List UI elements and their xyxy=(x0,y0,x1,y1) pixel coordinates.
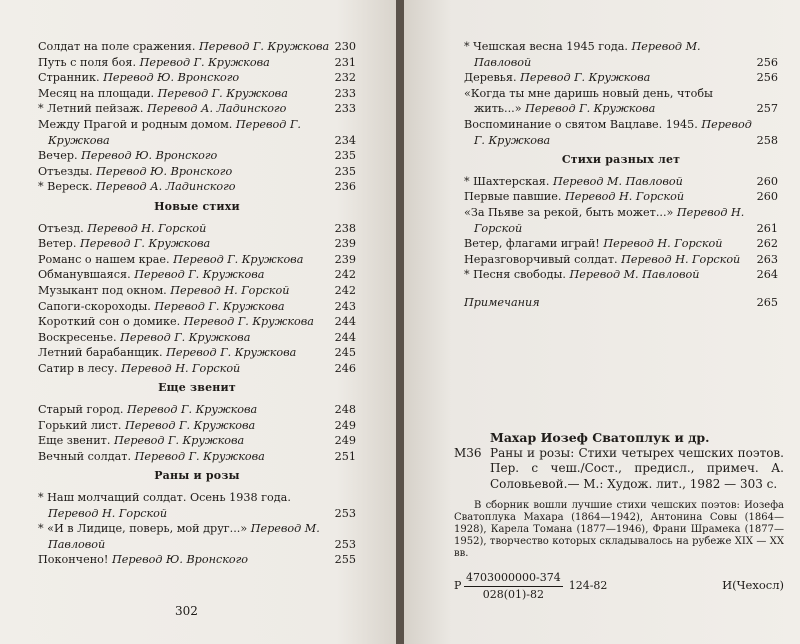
toc-entry-page: 231 xyxy=(334,55,356,69)
toc-entry-page: 233 xyxy=(334,86,356,100)
toc-entry-translator: Перевод Г. Кружкова xyxy=(474,117,752,147)
toc-entry-title: Музыкант под окном. xyxy=(38,283,171,297)
toc-entry-page: 242 xyxy=(334,268,356,282)
toc-entry xyxy=(38,314,356,330)
toc-entry-title: «За Пьяве за рекой, быть может...» xyxy=(464,205,677,219)
section-heading-new: Новые стихи xyxy=(154,199,240,213)
toc-entry-page: 263 xyxy=(756,252,778,266)
index-numerator: 4703000000-374 xyxy=(464,570,563,587)
toc-entry xyxy=(38,345,356,361)
index-mid: 124-82 xyxy=(568,579,608,593)
toc-entry xyxy=(38,39,356,55)
index-right: И(Чехосл) xyxy=(722,578,784,593)
section-heading-wounds: Раны и розы xyxy=(154,469,240,483)
toc-entry-title: * Чешская весна 1945 года. xyxy=(464,40,632,53)
toc-entry xyxy=(38,283,356,299)
toc-entry-page: 249 xyxy=(334,434,356,448)
toc-entry-page: 261 xyxy=(756,221,778,235)
toc-entry-page: 238 xyxy=(334,221,356,235)
toc-entry-page: 235 xyxy=(334,164,356,178)
toc-entry-translator: Перевод Г. Кружкова xyxy=(48,117,301,147)
toc-entry-title: Сапоги-скороходы. xyxy=(38,299,155,313)
toc-entry-page: 234 xyxy=(334,133,356,147)
toc-entry-page: 260 xyxy=(756,190,778,204)
toc-entry-page: 242 xyxy=(334,283,356,297)
toc-entry-page: 244 xyxy=(334,315,356,329)
toc-entry-page: 256 xyxy=(756,71,778,85)
toc-entry xyxy=(464,252,778,268)
toc-entry-title: Летний барабанщик. xyxy=(38,346,167,360)
toc-entry-translator: Перевод Г. Кружкова xyxy=(525,102,656,116)
toc-entry-page: 255 xyxy=(334,553,356,567)
biblio-heading: Махар Иозеф Сватоплук и др. xyxy=(490,430,710,445)
toc-entry-translator: Перевод Г. Кружкова xyxy=(166,346,297,360)
right-page xyxy=(404,0,800,644)
toc-entry xyxy=(38,267,356,283)
toc-entry-page: 264 xyxy=(756,268,778,282)
notes-page: 265 xyxy=(756,295,778,309)
biblio-index xyxy=(454,570,784,602)
biblio-description: Раны и розы: Стихи четырех чешских поэтов. Пер. с чеш./Сост., предисл., примеч. А. Соловьевой.— М.: Худож. лит., 1982 — 303 с. xyxy=(490,445,784,491)
toc-entry-page: 233 xyxy=(334,102,356,116)
toc-entry-page: 251 xyxy=(334,449,356,463)
toc-entry-page: 260 xyxy=(756,174,778,188)
toc-entry-translator: Перевод М. Павловой xyxy=(474,40,701,69)
toc-entry-title: Странник. xyxy=(38,71,104,85)
page-number: 302 xyxy=(175,604,198,618)
toc-entry-translator: Перевод Н. Горской xyxy=(121,361,241,375)
toc-entry-title: Солдат на поле сражения. xyxy=(38,40,199,53)
toc-entry-title: * Вереск. xyxy=(38,180,97,194)
toc-entry-title: * «И в Лидице, поверь, мой друг...» xyxy=(38,522,251,536)
toc-entry-translator: Перевод Г. Кружкова xyxy=(79,237,211,251)
toc-entry-translator: Перевод А. Ладинского xyxy=(96,180,236,194)
toc-entry-title: Первые павшие. xyxy=(464,190,565,204)
toc-entry xyxy=(38,521,356,552)
toc-entry-title: Романс о нашем крае. xyxy=(38,252,174,266)
toc-entry-title: Месяц на площади. xyxy=(38,86,158,100)
toc-entry xyxy=(464,39,778,70)
toc-entry xyxy=(464,267,778,283)
toc-entry-translator: Перевод А. Ладинского xyxy=(146,102,287,116)
toc-entry xyxy=(464,205,778,236)
toc-entry xyxy=(38,70,356,86)
toc-entry xyxy=(464,189,778,205)
toc-entry xyxy=(464,86,778,117)
toc-entry xyxy=(464,174,778,190)
toc-entry-translator: Перевод Г. Кружкова xyxy=(134,449,265,463)
toc-entry-page: 239 xyxy=(334,252,356,266)
toc-entry-translator: Перевод Г. Кружкова xyxy=(120,330,251,344)
toc-entry-translator: Перевод Г. Кружкова xyxy=(183,315,314,329)
section-heading-still: Еще звенит xyxy=(158,381,236,395)
toc-entry-translator: Перевод Н. Горской xyxy=(603,237,723,251)
index-r: Р xyxy=(454,579,462,593)
bibliographic-card xyxy=(454,430,784,602)
toc-entry-translator: Перевод Н. Горской xyxy=(474,205,745,235)
toc-entry-page: 246 xyxy=(334,361,356,375)
toc-entry-title: Горький лист. xyxy=(38,418,125,432)
toc-entry-translator: Перевод Г. Кружкова xyxy=(113,434,245,448)
toc-entry-page: 248 xyxy=(334,403,356,417)
toc-entry-page: 257 xyxy=(756,102,778,116)
toc-entry xyxy=(38,86,356,102)
toc-entry-title: Короткий сон о домике. xyxy=(38,315,184,329)
toc-entry-title: Ветер, флагами играй! xyxy=(464,237,604,251)
toc-entry-page: 244 xyxy=(334,330,356,344)
toc-entry-title: * Наш молчащий солдат. Осень 1938 года. xyxy=(38,491,291,505)
toc-entry-translator: Перевод Г. Кружкова xyxy=(127,403,258,417)
toc-entry-translator: Перевод Г. Кружкова xyxy=(154,299,285,313)
biblio-code: М36 xyxy=(454,445,482,460)
toc-entry-page: 236 xyxy=(334,180,356,194)
toc-entry-title: Отъезды. xyxy=(38,164,97,178)
toc-entry-title: Еще звенит. xyxy=(38,434,114,448)
toc-entry-page: 249 xyxy=(334,418,356,432)
toc-entry xyxy=(38,55,356,71)
toc-entry xyxy=(38,361,356,377)
toc-entry-translator: Перевод Г. Кружкова xyxy=(125,418,256,432)
toc-entry xyxy=(38,101,356,117)
toc-entry-page: 245 xyxy=(334,346,356,360)
toc-entry-translator: Перевод Н. Горской xyxy=(621,252,741,266)
toc-entry-translator: Перевод Ю. Вронского xyxy=(96,164,233,178)
toc-entry xyxy=(38,490,356,521)
toc-entry-page: 262 xyxy=(756,237,778,251)
toc-entry-title: Воскресенье. xyxy=(38,330,121,344)
toc-entry xyxy=(464,117,778,148)
index-denominator: 028(01)-82 xyxy=(482,587,544,601)
toc-entry-page: 230 xyxy=(334,40,356,53)
toc-entry xyxy=(38,433,356,449)
toc-entry-notes xyxy=(464,295,778,311)
toc-entry xyxy=(464,236,778,252)
toc-entry-title: Отъезд. xyxy=(38,221,88,235)
toc-entry-translator: Перевод Г. Кружкова xyxy=(134,268,265,282)
toc-entry xyxy=(464,70,778,86)
toc-entry-translator: Перевод Г. Кружкова xyxy=(198,40,330,53)
toc-entry xyxy=(38,179,356,195)
toc-entry-page: 243 xyxy=(334,299,356,313)
toc-entry xyxy=(38,252,356,268)
toc-entry-translator: Перевод Н. Горской xyxy=(87,221,207,235)
toc-right-column xyxy=(464,39,778,311)
toc-entry-title: Вечный солдат. xyxy=(38,449,135,463)
toc-entry-translator: Перевод Ю. Вронского xyxy=(111,553,249,567)
toc-entry xyxy=(38,299,356,315)
toc-entry-translator: Перевод Г. Кружкова xyxy=(520,71,651,85)
toc-entry-title: * Песня свободы. xyxy=(464,268,570,282)
toc-entry xyxy=(38,418,356,434)
toc-entry-title: Сатир в лесу. xyxy=(38,361,122,375)
book-gutter xyxy=(396,0,404,644)
toc-entry-title: * Шахтерская. xyxy=(464,174,553,188)
toc-entry xyxy=(38,164,356,180)
toc-left-column xyxy=(38,39,356,568)
toc-entry xyxy=(38,148,356,164)
toc-entry-title: Вечер. xyxy=(38,149,82,163)
toc-entry-translator: Перевод Г. Кружкова xyxy=(139,55,270,69)
toc-entry-title: Воспоминание о святом Вацлаве. 1945. xyxy=(464,117,702,131)
toc-entry xyxy=(38,330,356,346)
toc-entry-title: Обманувшаяся. xyxy=(38,268,135,282)
toc-entry-page: 239 xyxy=(334,237,356,251)
toc-entry-page: 235 xyxy=(334,149,356,163)
toc-entry-translator: Перевод Н. Горской xyxy=(170,283,290,297)
toc-entry-page: 258 xyxy=(756,133,778,147)
toc-entry-title: Между Прагой и родным домом. xyxy=(38,117,236,131)
biblio-annotation: В сборник вошли лучшие стихи чешских поэтов: Иозефа Сватоплука Махара (1864—1942), Антонина Совы (1864—1928), Карела Томана (1877—1946), Франи Шрамека (1877—1952), творчество которых складывалось на рубеже XIX — XX вв. xyxy=(454,500,784,559)
toc-entry xyxy=(38,552,356,568)
toc-entry-title: Деревья. xyxy=(464,71,521,85)
left-page xyxy=(0,0,396,644)
toc-entry-page: 253 xyxy=(334,537,356,551)
toc-entry-page: 253 xyxy=(334,506,356,520)
notes-label: Примечания xyxy=(464,295,540,309)
toc-entry-translator: Перевод Г. Кружкова xyxy=(173,252,304,266)
toc-entry-translator: Перевод Н. Горской xyxy=(564,190,685,204)
toc-entry-title: * Летний пейзаж. xyxy=(38,102,147,116)
toc-entry-translator: Перевод М. Павловой xyxy=(552,174,683,188)
toc-entry xyxy=(38,402,356,418)
toc-entry-title: Неразговорчивый солдат. xyxy=(464,252,622,266)
toc-entry-translator: Перевод Ю. Вронского xyxy=(103,71,240,85)
toc-entry xyxy=(38,236,356,252)
toc-entry-page: 232 xyxy=(334,71,356,85)
toc-entry-translator: Перевод Н. Горской xyxy=(48,506,168,520)
toc-entry-translator: Перевод М. Павловой xyxy=(48,522,320,551)
toc-entry xyxy=(38,117,356,148)
section-heading-various: Стихи разных лет xyxy=(561,153,681,167)
toc-entry-title: Путь с поля боя. xyxy=(38,55,140,69)
toc-entry-title: «Когда ты мне даришь новый день, чтобы жить...» xyxy=(464,86,713,116)
toc-entry-page: 256 xyxy=(756,55,778,69)
toc-entry-title: Покончено! xyxy=(38,553,112,567)
toc-entry-title: Старый город. xyxy=(38,403,127,417)
toc-entry xyxy=(38,221,356,237)
toc-entry xyxy=(38,449,356,465)
toc-entry-translator: Перевод М. Павловой xyxy=(569,268,700,282)
toc-entry-title: Ветер. xyxy=(38,237,80,251)
toc-entry-translator: Перевод Ю. Вронского xyxy=(81,149,218,163)
toc-entry-translator: Перевод Г. Кружкова xyxy=(157,86,288,100)
